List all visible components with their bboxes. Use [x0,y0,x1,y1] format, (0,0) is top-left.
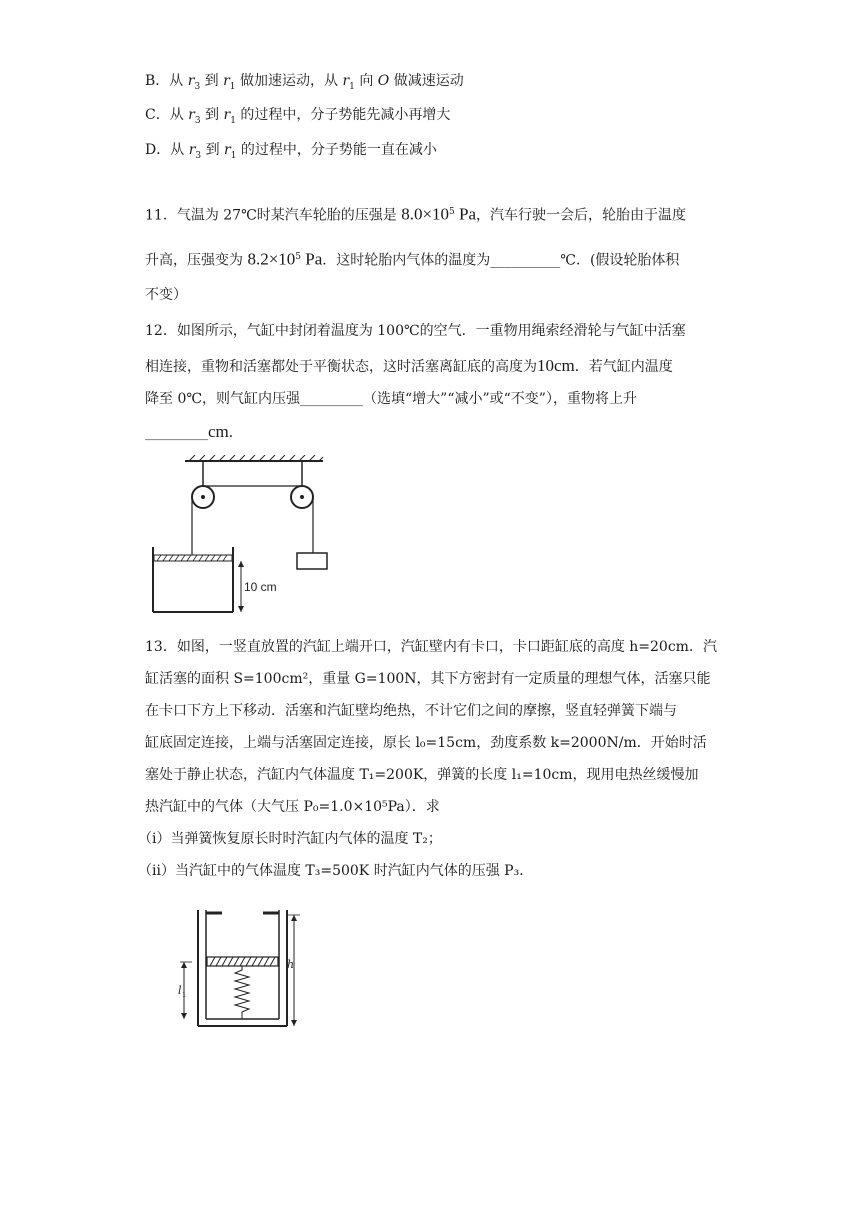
text: ．这时轮胎内气体的温度为__________℃．(假设轮胎体积 [322,252,680,269]
text: 到 [200,107,224,123]
text: 的过程中，分子势能先减小再增大 [235,107,451,123]
text: 12．如图所示，气缸中封闭着温度为 100℃的空气．一重物用绳索经滑轮与气缸中活塞 [145,323,686,339]
height-label: h [287,958,295,971]
text: 在卡口下方上下移动．活塞和汽缸壁均绝热，不计它们之间的摩擦，竖直轻弹簧下端与 [145,703,677,719]
subscript: 1 [230,150,237,161]
q12-line-4 [145,421,243,444]
var-r: r [188,142,196,158]
unit: Pa [454,204,477,224]
answer-blank: _________ [145,425,208,441]
text: 热汽缸中的气体（大气压 P₀=1.0×10⁵Pa）．求 [145,799,440,815]
subscript: 1 [230,115,236,126]
text: 到 [201,142,225,158]
subscript: 3 [195,150,202,161]
q13-line-3 [145,700,677,722]
subscript: 3 [194,115,201,126]
text: 到 [200,73,224,89]
height-value: 10cm [537,356,575,375]
option-b [145,70,464,98]
text: 相连接，重物和活塞都处于平衡状态，这时活塞离缸底的高度为 [145,359,537,375]
subscript: 1 [229,81,236,92]
text: （ⅱ）当汽缸中的气体温度 T₃=500K 时汽缸内气体的压强 P₃． [138,863,534,879]
q11-line-1 [145,201,686,227]
q13-sub-i [138,828,442,850]
var-o: O [377,73,390,89]
unit: Pa [301,249,323,269]
q12-line-1 [145,320,686,342]
exponent: 5 [295,252,302,262]
q11-line-2 [145,246,679,272]
option-c-prefix: C．从 [145,107,189,123]
pressure-value: 8.0×10 [401,204,450,224]
text: 不变） [145,287,187,303]
q13-line-4 [145,732,707,754]
var-r: r [224,142,231,158]
q12-line-2 [145,355,673,378]
text: 塞处于静止状态，汽缸内气体温度 T₁=200K，弹簧的长度 l₁=10cm，现用电热丝缓慢加 [145,767,699,783]
spring-length-subscript: 1 [182,991,187,999]
pressure-value: 8.2×10 [247,249,296,269]
weight-block [297,553,327,569]
cylinder-spring-figure [172,902,312,1032]
option-b-prefix: B．从 [145,73,188,89]
text: 向 [354,73,378,89]
subscript: 1 [349,81,355,92]
unit: cm [208,422,229,441]
text: 升高，压强变为 [145,252,248,269]
text: 缸底固定连接，上端与活塞固定连接，原长 l₀=15cm，劲度系数 k=2000N/m．开始时活 [145,735,707,751]
text: 11．气温为 27℃时某汽车轮胎的压强是 [145,207,402,224]
var-r: r [223,107,231,123]
var-r: r [223,73,230,89]
option-c [145,104,450,132]
text: 缸活塞的面积 S=100cm²，重量 G=100N，其下方密封有一定质量的理想气体，活塞只能 [145,671,711,687]
q12-line-3 [145,388,637,410]
var-r: r [187,73,195,89]
q13-sub-ii [138,860,533,882]
q13-line-2 [145,668,711,690]
text: 做减速运动 [389,73,464,89]
q11-line-3 [145,284,187,306]
text: ． [228,425,243,441]
text: 降至 0℃，则气缸内压强_________（选填“增大”“减小”或“不变”），重物将上升 [145,391,637,407]
exponent: 5 [449,207,455,217]
text: 做加速运动，从 [235,73,343,89]
q13-line-6 [145,796,440,818]
var-r: r [342,73,350,89]
q13-line-5 [145,764,699,786]
subscript: 3 [194,81,201,92]
spring-length-label: l [178,984,182,997]
height-label: 10 cm [244,580,277,594]
spring [235,966,249,1019]
var-r: r [188,107,195,123]
text: ，汽车行驶一会后，轮胎由于温度 [476,207,687,224]
text: 的过程中，分子势能一直在减小 [236,142,437,158]
text: ．若气缸内温度 [574,359,673,375]
text: （i）当弹簧恢复原长时时汽缸内气体的温度 T₂； [138,831,442,847]
option-d [145,139,437,167]
pulley-cylinder-figure [145,455,335,615]
q13-line-1 [145,636,717,658]
text: 13．如图，一竖直放置的汽缸上端开口，汽缸壁内有卡口，卡口距缸底的高度 h=20cm．汽 [145,639,717,655]
option-d-prefix: D．从 [145,142,189,158]
